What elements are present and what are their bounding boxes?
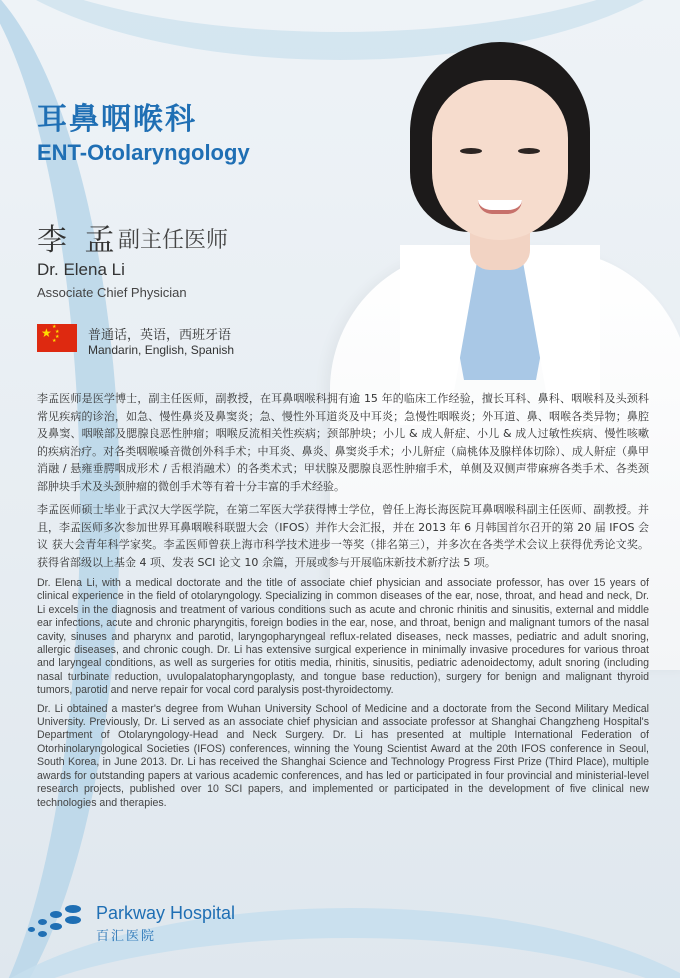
department-title-en: ENT-Otolaryngology [37,140,250,165]
bio-paragraph-en-2: Dr. Li obtained a master's degree from Wuhan University School of Medicine and a doctorate from the Second Military Medical University. Previously, Dr. Li served as an associate chief physician and associate professor at Shanghai Changzheng Hospital's Department of Otolaryngology-Head and Neck Surgery. Dr. Li has presented at multiple International Federation of Otorhinolaryngological Societies (IFOS) conferences, winning the Young Scientist Award at the 20th IFOS conference in Seoul, South Korea, in June 2013. Dr. Li has received the Shanghai Science and Technology Progress First Prize (Third Place), multiple awards for outstanding papers at various academic conferences, and has led or participated in four provincial and ministerial-level research projects, published over 10 SCI papers, and implemented or participated in the development of five clinical new technologies and therapies. [37,702,649,809]
bio-paragraph-cn-2: 李孟医师硕士毕业于武汉大学医学院，在第二军医大学获得博士学位，曾任上海长海医院耳鼻咽喉科副主任医师、副教授。并且，李孟医师多次参加世界耳鼻咽喉科联盟大会（IFOS）并作大会汇报，并在 2013 年 6 月韩国首尔召开的第 20 届 IFOS 会议 获大会青年科学家奖。李孟医师曾获上海市科学技术进步一等奖（排名第三），并多次在各类学术会议上获得优秀论文奖。获得省部级以上基金 4 项、发表 SCI 论文 10 余篇，开展或参与开展临床新技术新疗法 5 项。 [37,503,649,569]
eye-right [518,148,540,154]
languages-cn: 普通话，英语，西班牙语 [88,328,232,343]
biography [37,390,649,815]
doctor-name-cn: 李 孟 [37,223,119,258]
bio-paragraph-en-1: Dr. Elena Li, with a medical doctorate and the title of associate chief physician and associate professor, has over 15 years of clinical experience in the field of otolaryngology. Specializing in common diseases of the ear, nose, throat, and head and neck, Dr. Li excels in the diagnosis and treatment of various conditions such as acute and chronic rhinitis and sinusitis, external and middle ear infections, acute and chronic pharyngitis, foreign bodies in the ear, nose, and throat, benign and malignant tumors of the nasal cavity, sinuses and pharynx and parotid, laryngopharyngeal reflux-related diseases, neck masses, pediatric and adult snoring, allergic diseases, and chronic cough. Dr. Li has extensive surgical experience in minimally invasive procedures for various throat and laryngeal conditions, as well as surgeries for otitis media, rhinitis, sinusitis, pediatric adenoidectomy, adult snoring (including nasal turbinate reduction, uvulopalatopharyngoplasty, and tongue base reduction), surgery for benign and malignant thyroid tumors, parotid and nerve repair for vocal cord paralysis post-thyroidectomy. [37,577,649,697]
doctor-title-en: Associate Chief Physician [37,285,187,300]
parkway-logo-icon [28,905,90,941]
face [432,80,568,240]
doctor-name-en: Dr. Elena Li [37,260,125,279]
hospital-name-en: Parkway Hospital [96,903,236,923]
doctor-title-cn: 副主任医师 [118,228,229,253]
department-title-cn: 耳鼻咽喉科 [37,102,197,137]
hospital-logo [28,903,268,945]
eye-left [460,148,482,154]
hospital-name-cn: 百汇医院 [96,929,157,944]
languages-en: Mandarin, English, Spanish [88,343,235,357]
bio-paragraph-cn-1: 李孟医师是医学博士，副主任医师，副教授，在耳鼻咽喉科拥有逾 15 年的临床工作经验，擅长耳科、鼻科、咽喉科及头颈科常见疾病的诊治，如急、慢性鼻炎及鼻窦炎；急、慢性外耳道炎及中耳炎；急慢性咽喉炎；外耳道、鼻、咽喉各类异物；鼻腔及鼻窦、咽喉部及腮腺良恶性肿瘤；咽喉反流相关性疾病；颈部肿块；小儿 & 成人鼾症、小儿 & 成人过敏性疾病、慢性咳嗽的疾病治疗。对各类咽喉嗓音微创外科手术；中耳炎、鼻炎、鼻窦炎手术；小儿鼾症（扁桃体及腺样体切除）、成人鼾症（鼻甲消融 / 悬雍垂腭咽成形术 / 舌根消融术）的各类术式；甲状腺及腮腺良恶性肿瘤手术，单侧及双侧声带麻痹各类手术、各类颈部肿块手术及头颈肿瘤的微创手术等有着十分丰富的手术经验。 [37,392,649,493]
china-flag-icon: ★ ★ ★ ★ ★ [37,324,77,352]
